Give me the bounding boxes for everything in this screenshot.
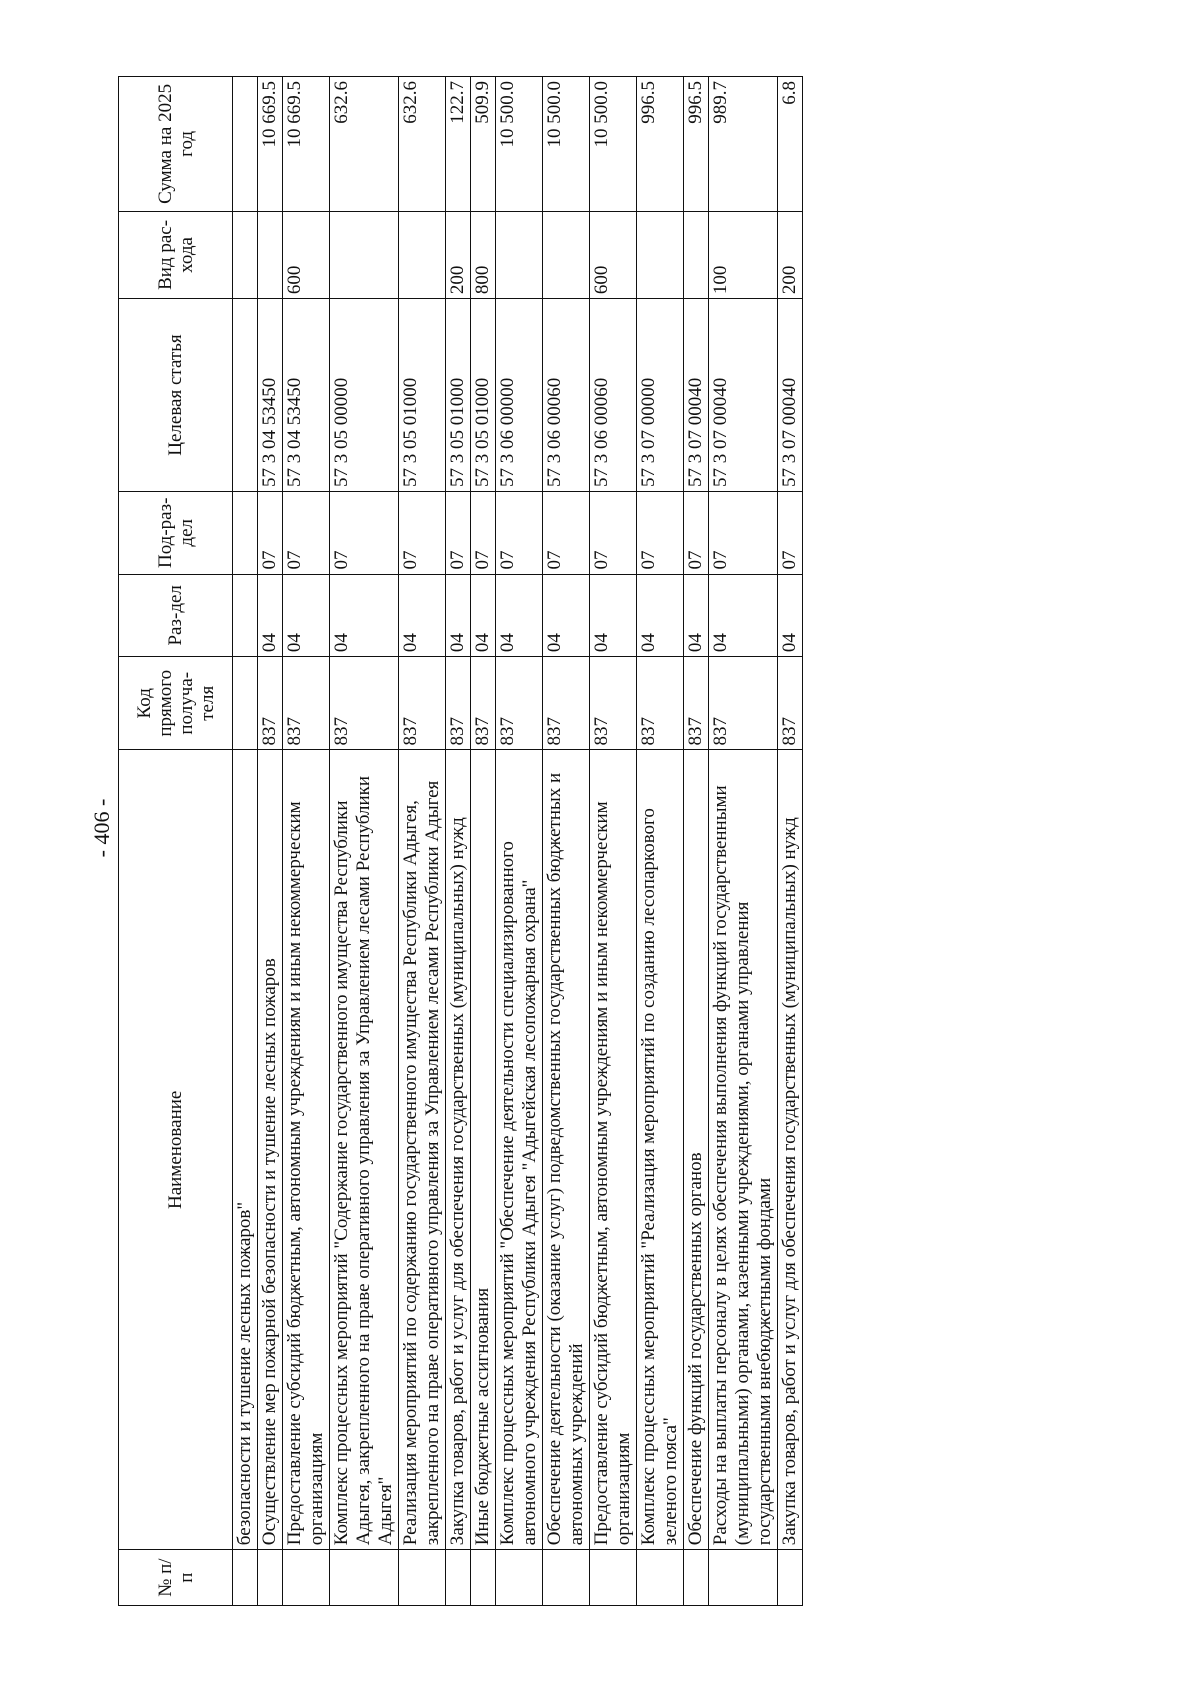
- cell-vid: 200: [446, 211, 471, 298]
- cell-num: [399, 1550, 446, 1606]
- header-podrazd: Под-раз-дел: [119, 492, 233, 575]
- cell-vid: [233, 211, 258, 298]
- cell-razd: 04: [684, 574, 709, 657]
- table-header-row: [119, 77, 233, 1606]
- table-row: [543, 77, 590, 1606]
- cell-podrazd: 07: [496, 492, 543, 575]
- cell-podrazd: 07: [684, 492, 709, 575]
- cell-vid: [684, 211, 709, 298]
- cell-vid: 600: [283, 211, 330, 298]
- cell-podrazd: 07: [709, 492, 778, 575]
- cell-razd: 04: [709, 574, 778, 657]
- table-row: [637, 77, 684, 1606]
- header-sum: Сумма на 2025 год: [119, 77, 233, 212]
- cell-vid: [637, 211, 684, 298]
- cell-celevaya: 57 3 05 01000: [471, 299, 496, 492]
- cell-sum: 10 500.0: [496, 77, 543, 212]
- cell-name: Закупка товаров, работ и услуг для обеспечения государственных (муниципальных) нужд: [778, 750, 803, 1550]
- cell-celevaya: 57 3 05 01000: [446, 299, 471, 492]
- cell-num: [590, 1550, 637, 1606]
- table-row: [496, 77, 543, 1606]
- cell-vid: [330, 211, 399, 298]
- cell-celevaya: 57 3 07 00000: [637, 299, 684, 492]
- budget-table: [118, 76, 803, 1606]
- cell-podrazd: 07: [637, 492, 684, 575]
- cell-razd: 04: [283, 574, 330, 657]
- cell-code: 837: [446, 657, 471, 750]
- cell-num: [283, 1550, 330, 1606]
- cell-sum: 996.5: [684, 77, 709, 212]
- cell-name: Осуществление мер пожарной безопасности и тушение лесных пожаров: [258, 750, 283, 1550]
- cell-name: Иные бюджетные ассигнования: [471, 750, 496, 1550]
- cell-sum: 989.7: [709, 77, 778, 212]
- cell-celevaya: 57 3 04 53450: [283, 299, 330, 492]
- cell-code: 837: [590, 657, 637, 750]
- table-row: [590, 77, 637, 1606]
- cell-code: [233, 657, 258, 750]
- cell-name: Предоставление субсидий бюджетным, автономным учреждениям и иным некоммерческим организациям: [590, 750, 637, 1550]
- header-name: Наименование: [119, 750, 233, 1550]
- cell-num: [471, 1550, 496, 1606]
- table-row: [684, 77, 709, 1606]
- cell-num: [637, 1550, 684, 1606]
- cell-celevaya: 57 3 07 00040: [709, 299, 778, 492]
- cell-code: 837: [330, 657, 399, 750]
- cell-razd: [233, 574, 258, 657]
- cell-sum: 122.7: [446, 77, 471, 212]
- cell-code: 837: [543, 657, 590, 750]
- cell-podrazd: [233, 492, 258, 575]
- cell-celevaya: [233, 299, 258, 492]
- cell-sum: 10 500.0: [590, 77, 637, 212]
- cell-num: [446, 1550, 471, 1606]
- budget-table-rotated: [118, 76, 1082, 1606]
- cell-code: 837: [283, 657, 330, 750]
- cell-podrazd: 07: [590, 492, 637, 575]
- cell-num: [258, 1550, 283, 1606]
- header-razd: Раз-дел: [119, 574, 233, 657]
- cell-code: 837: [637, 657, 684, 750]
- cell-razd: 04: [496, 574, 543, 657]
- cell-name: безопасности и тушение лесных пожаров": [233, 750, 258, 1550]
- header-celevaya: Целевая статья: [119, 299, 233, 492]
- cell-num: [496, 1550, 543, 1606]
- table-row: [446, 77, 471, 1606]
- cell-vid: 200: [778, 211, 803, 298]
- cell-name: Комплекс процессных мероприятий "Содержание государственного имущества Республики Адыгея, закрепленного на праве оперативного управления за Управлением лесами Республики Адыгея": [330, 750, 399, 1550]
- cell-sum: 10 669.5: [283, 77, 330, 212]
- cell-code: 837: [778, 657, 803, 750]
- cell-celevaya: 57 3 07 00040: [778, 299, 803, 492]
- header-num: № п/п: [119, 1550, 233, 1606]
- cell-razd: 04: [543, 574, 590, 657]
- cell-name: Обеспечение деятельности (оказание услуг) подведомственных государственных бюджетных и автономных учреждений: [543, 750, 590, 1550]
- cell-sum: 632.6: [330, 77, 399, 212]
- cell-num: [330, 1550, 399, 1606]
- cell-podrazd: 07: [446, 492, 471, 575]
- cell-vid: [543, 211, 590, 298]
- cell-razd: 04: [446, 574, 471, 657]
- cell-podrazd: 07: [283, 492, 330, 575]
- cell-name: Предоставление субсидий бюджетным, автономным учреждениям и иным некоммерческим организациям: [283, 750, 330, 1550]
- cell-name: Реализация мероприятий по содержанию государственного имущества Республики Адыгея, закрепленного на праве оперативного управления за Управлением лесами Республики Адыгея: [399, 750, 446, 1550]
- cell-code: 837: [258, 657, 283, 750]
- cell-sum: 10 669.5: [258, 77, 283, 212]
- header-code: Код прямого получа-теля: [119, 657, 233, 750]
- cell-vid: 800: [471, 211, 496, 298]
- table-row: [471, 77, 496, 1606]
- page-number: - 406 -: [89, 798, 114, 858]
- table-row: [709, 77, 778, 1606]
- cell-celevaya: 57 3 06 00060: [590, 299, 637, 492]
- cell-celevaya: 57 3 05 00000: [330, 299, 399, 492]
- cell-razd: 04: [471, 574, 496, 657]
- cell-num: [684, 1550, 709, 1606]
- cell-podrazd: 07: [778, 492, 803, 575]
- cell-num: [778, 1550, 803, 1606]
- cell-code: 837: [471, 657, 496, 750]
- cell-name: Расходы на выплаты персоналу в целях обеспечения выполнения функций государственными (муниципальными) органами, казенными учреждениями, органами управления государственными внебюджетными фондами: [709, 750, 778, 1550]
- table-row: [399, 77, 446, 1606]
- cell-code: 837: [709, 657, 778, 750]
- cell-name: Комплекс процессных мероприятий "Обеспечение деятельности специализированного автономного учреждения Республики Адыгея "Адыгейская лесопожарная охрана": [496, 750, 543, 1550]
- cell-sum: [233, 77, 258, 212]
- cell-vid: [258, 211, 283, 298]
- cell-sum: 996.5: [637, 77, 684, 212]
- cell-name: Комплекс процессных мероприятий "Реализация мероприятий по созданию лесопаркового зеленого пояса": [637, 750, 684, 1550]
- cell-code: 837: [684, 657, 709, 750]
- cell-podrazd: 07: [330, 492, 399, 575]
- cell-num: [543, 1550, 590, 1606]
- cell-podrazd: 07: [543, 492, 590, 575]
- cell-podrazd: 07: [399, 492, 446, 575]
- cell-podrazd: 07: [471, 492, 496, 575]
- cell-sum: 632.6: [399, 77, 446, 212]
- cell-podrazd: 07: [258, 492, 283, 575]
- cell-code: 837: [496, 657, 543, 750]
- cell-num: [233, 1550, 258, 1606]
- header-vid: Вид рас-хода: [119, 211, 233, 298]
- cell-celevaya: 57 3 07 00040: [684, 299, 709, 492]
- cell-vid: [399, 211, 446, 298]
- table-row: [258, 77, 283, 1606]
- cell-vid: 600: [590, 211, 637, 298]
- cell-vid: 100: [709, 211, 778, 298]
- cell-razd: 04: [637, 574, 684, 657]
- cell-razd: 04: [330, 574, 399, 657]
- table-row: [778, 77, 803, 1606]
- cell-vid: [496, 211, 543, 298]
- table-row: [330, 77, 399, 1606]
- cell-razd: 04: [399, 574, 446, 657]
- cell-celevaya: 57 3 05 01000: [399, 299, 446, 492]
- cell-sum: 10 500.0: [543, 77, 590, 212]
- cell-celevaya: 57 3 06 00000: [496, 299, 543, 492]
- table-row: [233, 77, 258, 1606]
- cell-code: 837: [399, 657, 446, 750]
- cell-sum: 509.9: [471, 77, 496, 212]
- cell-name: Закупка товаров, работ и услуг для обеспечения государственных (муниципальных) нужд: [446, 750, 471, 1550]
- cell-num: [709, 1550, 778, 1606]
- cell-razd: 04: [590, 574, 637, 657]
- cell-razd: 04: [778, 574, 803, 657]
- table-row: [283, 77, 330, 1606]
- cell-celevaya: 57 3 04 53450: [258, 299, 283, 492]
- cell-sum: 6.8: [778, 77, 803, 212]
- cell-name: Обеспечение функций государственных органов: [684, 750, 709, 1550]
- cell-razd: 04: [258, 574, 283, 657]
- table-body: [233, 77, 803, 1606]
- cell-celevaya: 57 3 06 00060: [543, 299, 590, 492]
